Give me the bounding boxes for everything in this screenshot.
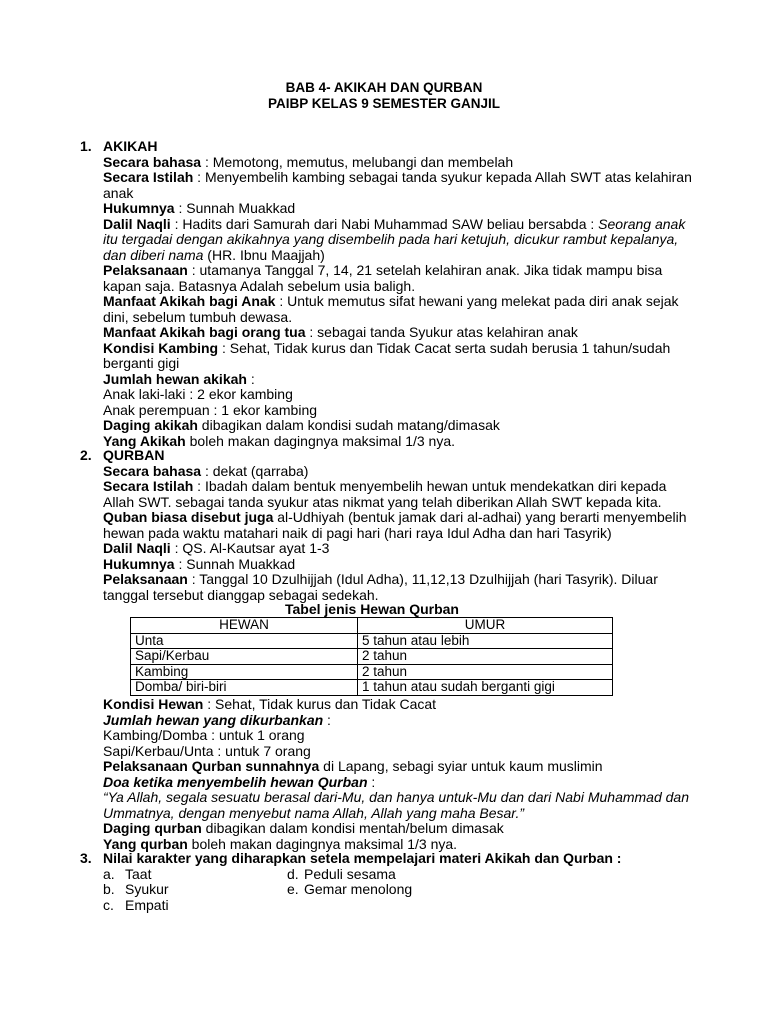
text-line: Pelaksanaan Qurban sunnahnya di Lapang, sebagi syiar untuk kaum muslimin: [103, 758, 603, 774]
section-qurban: [103, 448, 703, 603]
table-row: [131, 664, 613, 680]
text-line: Jumlah hewan akikah :: [103, 370, 255, 387]
section-title: QURBAN: [103, 447, 165, 463]
section-title: Nilai karakter yang diharapkan setela mempelajari materi Akikah dan Qurban :: [103, 850, 622, 866]
text-line: Pelaksanaan : utamanya Tanggal 7, 14, 21 setelah kelahiran anak. Jika tidak mampu bisa: [103, 262, 663, 278]
option-text: Gemar menolong: [304, 881, 413, 897]
table-cell: Kambing: [131, 664, 358, 680]
table-header-cell: UMUR: [358, 618, 613, 634]
section-akikah: [103, 139, 703, 449]
page-subtitle: PAIBP KELAS 9 SEMESTER GANJIL: [267, 96, 501, 111]
table-header-row: [131, 618, 613, 634]
prayer-line: Ummatnya, dengan menyebut nama Allah, Allah yang maha Besar.”: [103, 804, 525, 821]
text-line: berganti gigi: [103, 355, 180, 371]
table-row: [131, 649, 613, 665]
section-number-1: 1.: [80, 138, 92, 154]
table-cell: 2 tahun: [358, 664, 613, 680]
animal-age-table: [130, 617, 613, 696]
table-cell: Unta: [131, 633, 358, 649]
text-line: hewan pada waktu matahari naik di pagi hari (hari raya Idul Adha dan hari Tasyrik): [103, 524, 612, 541]
text-line: Jumlah hewan yang dikurbankan :: [103, 711, 331, 728]
text-line: Kondisi Hewan : Sehat, Tidak kurus dan Tidak Cacat: [103, 696, 437, 712]
option-letter: d.: [287, 866, 299, 882]
text-line: Allah SWT. sebagai tanda syukur atas nikmat yang telah diberikan Allah SWT kepada kita.: [103, 493, 662, 510]
option-letter: e.: [287, 881, 299, 897]
text-line: itu tergadai dengan akikahnya yang disembelih pada hari ketujuh, dicukur rambut kepalanya,: [103, 231, 679, 247]
text-line: dan diberi nama (HR. Ibnu Maajjah): [103, 246, 325, 263]
section-nilai-karakter: [103, 851, 703, 867]
text-line: kapan saja. Batasnya Adalah sebelum usia baligh.: [103, 277, 416, 294]
text-line: Yang Akikah boleh makan dagingnya maksimal 1/3 nya.: [103, 432, 456, 449]
text-line: anak: [103, 184, 134, 201]
text-line: Dalil Naqli : Hadits dari Samurah dari Nabi Muhammad SAW beliau bersabda : Seorang anak: [103, 215, 686, 232]
table-cell: 2 tahun: [358, 649, 613, 665]
option-text: Empati: [125, 897, 169, 913]
option-text: Peduli sesama: [304, 866, 396, 882]
text-line: Quban biasa disebut juga al-Udhiyah (bentuk jamak dari al-adhai) yang berarti menyembelih: [103, 509, 687, 525]
text-line: Kambing/Domba : untuk 1 orang: [103, 727, 305, 743]
section-number-3: 3.: [80, 850, 92, 866]
text-line: Daging qurban dibagikan dalam kondisi mentah/belum dimasak: [103, 820, 504, 836]
text-line: Doa ketika menyembelih hewan Qurban :: [103, 773, 376, 790]
text-line: Secara Istilah : Ibadah dalam bentuk menyembelih hewan untuk mendekatkan diri kepada: [103, 478, 667, 494]
table-row: [131, 633, 613, 649]
text-line: Anak perempuan : 1 ekor kambing: [103, 401, 318, 418]
table-row: [131, 680, 613, 696]
text-line: Manfaat Akikah bagi Anak : Untuk memutus sifat hewani yang melekat pada diri anak sejak: [103, 293, 679, 309]
text-line: Manfaat Akikah bagi orang tua : sebagai tanda Syukur atas kelahiran anak: [103, 324, 578, 340]
text-line: Anak laki-laki : 2 ekor kambing: [103, 386, 293, 402]
text-line: Kondisi Kambing : Sehat, Tidak kurus dan Tidak Cacat serta sudah berusia 1 tahun/sudah: [103, 339, 671, 356]
table-caption: Tabel jenis Hewan Qurban: [284, 601, 459, 617]
text-line: Hukumnya : Sunnah Muakkad: [103, 555, 296, 572]
option-letter: a.: [103, 866, 115, 882]
table-header-cell: HEWAN: [131, 618, 358, 634]
text-line: tanggal tersebut dianggap sebagai sedekah.: [103, 586, 379, 603]
text-line: Secara Istilah : Menyembelih kambing sebagai tanda syukur kepada Allah SWT atas kelahiran: [103, 169, 692, 185]
section-number-2: 2.: [80, 447, 92, 463]
text-line: Pelaksanaan : Tanggal 10 Dzulhijjah (Idul Adha), 11,12,13 Dzulhijjah (hari Tasyrik). Diluar: [103, 571, 658, 587]
table-cell: 5 tahun atau lebih: [358, 633, 613, 649]
section-title: AKIKAH: [103, 138, 158, 154]
text-line: Yang qurban boleh makan dagingnya maksimal 1/3 nya.: [103, 835, 458, 852]
table-cell: 1 tahun atau sudah berganti gigi: [358, 680, 613, 696]
text-line: Sapi/Kerbau/Unta : untuk 7 orang: [103, 742, 311, 759]
table-cell: Sapi/Kerbau: [131, 649, 358, 665]
table-cell: Domba/ biri-biri: [131, 680, 358, 696]
option-letter: c.: [103, 897, 114, 913]
text-line: Secara bahasa : dekat (qarraba): [103, 462, 309, 479]
text-line: Secara bahasa : Memotong, memutus, melubangi dan membelah: [103, 153, 514, 170]
text-line: Hukumnya : Sunnah Muakkad: [103, 200, 296, 216]
page-title: BAB 4- AKIKAH DAN QURBAN: [285, 80, 483, 95]
text-line: Dalil Naqli : QS. Al-Kautsar ayat 1-3: [103, 540, 330, 556]
section-qurban-continued: [103, 697, 703, 852]
text-line: dini, sebelum tumbuh dewasa.: [103, 308, 293, 325]
prayer-line: “Ya Allah, segala sesuatu berasal dari-Mu, dan hanya untuk-Mu dan dari Nabi Muhammad dan: [103, 789, 689, 805]
option-text: Taat: [125, 866, 152, 882]
option-letter: b.: [103, 881, 115, 897]
text-line: Daging akikah dibagikan dalam kondisi sudah matang/dimasak: [103, 417, 500, 433]
option-text: Syukur: [125, 881, 169, 897]
